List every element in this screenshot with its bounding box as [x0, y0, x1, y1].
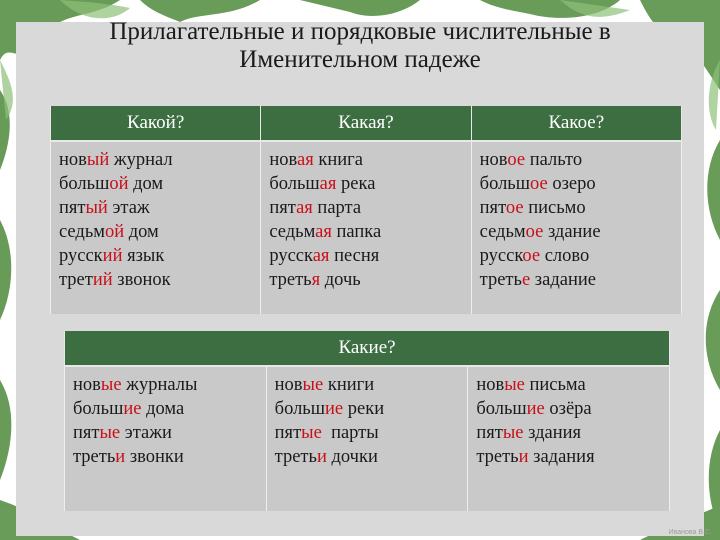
phrase-line [480, 268, 673, 292]
noun-text: озёра [544, 399, 592, 419]
noun-text: дом [124, 222, 159, 242]
noun-text: здание [543, 222, 601, 242]
word-ending: ая [315, 222, 332, 242]
phrase-line [73, 421, 258, 445]
word-stem: больш [274, 399, 325, 419]
word-ending: ая [319, 174, 337, 194]
word-stem: пят [274, 423, 302, 443]
word-stem: больш [269, 174, 320, 194]
word-stem: седьм [269, 222, 316, 242]
word-stem: треть [269, 270, 312, 290]
word-ending: ие [123, 399, 142, 419]
word-ending: ой [104, 222, 125, 242]
phrase-line [476, 421, 661, 445]
word-ending: ые [502, 423, 524, 443]
word-stem: треть [476, 447, 519, 467]
phrase-line [269, 148, 462, 172]
noun-text: задания [528, 447, 595, 467]
header-kakoy: Какой? [51, 106, 261, 141]
phrase-line [480, 220, 673, 244]
word-stem: пят [59, 198, 86, 218]
noun-text: реки [343, 399, 385, 419]
phrase-line [59, 244, 252, 268]
phrase-line [59, 220, 252, 244]
phrase-line [476, 445, 661, 469]
plural-body-row [65, 366, 670, 511]
word-ending: ые [504, 375, 525, 395]
word-stem: треть [73, 447, 116, 467]
noun-text: задание [530, 270, 596, 290]
singular-table [50, 106, 682, 314]
noun-text: этажи [120, 423, 172, 443]
word-ending: ая [296, 150, 314, 170]
author-footer: Иванова В.С. [668, 529, 712, 536]
header-kakoe: Какое? [471, 106, 681, 141]
noun-text: парты [321, 423, 379, 443]
word-stem: пят [73, 423, 100, 443]
phrase-line [275, 421, 460, 445]
noun-text: дочки [326, 447, 378, 467]
noun-text: озеро [547, 174, 596, 194]
word-stem: больш [476, 399, 527, 419]
phrase-line [275, 397, 460, 421]
noun-text: дом [128, 174, 164, 194]
singular-body-row [51, 141, 682, 314]
word-ending: ое [530, 174, 548, 194]
feminine-column [261, 141, 471, 314]
word-stem: больш [59, 174, 110, 194]
noun-text: этаж [107, 198, 150, 218]
header-kakie: Какие? [65, 331, 670, 366]
phrase-line [269, 196, 462, 220]
masculine-column [51, 141, 261, 314]
word-ending: ое [505, 198, 524, 218]
phrase-line [476, 397, 661, 421]
phrase-line [480, 244, 673, 268]
noun-text: слово [540, 246, 590, 266]
word-stem: русск [269, 246, 313, 266]
neuter-column [471, 141, 681, 314]
plural-column-2 [266, 366, 468, 511]
singular-header-row [51, 106, 682, 141]
phrase-line [476, 373, 661, 397]
word-ending: я [311, 270, 321, 290]
plural-column-1 [65, 366, 267, 511]
noun-text: дома [141, 399, 185, 419]
phrase-line [59, 172, 252, 196]
phrase-line [275, 445, 460, 469]
word-ending: ий [102, 246, 123, 266]
phrase-line [269, 172, 462, 196]
word-ending: ое [525, 222, 544, 242]
noun-text: река [336, 174, 376, 194]
word-stem: седьм [479, 222, 526, 242]
phrase-line [480, 148, 673, 172]
word-ending: ые [301, 423, 322, 443]
word-ending: ой [109, 174, 129, 194]
phrase-line [275, 373, 460, 397]
noun-text: звонки [125, 447, 184, 467]
title-line-1: Прилагательные и порядковые числительные в [109, 18, 611, 45]
word-stem: больш [73, 399, 124, 419]
noun-text: парта [312, 198, 362, 218]
word-ending: ое [522, 246, 541, 266]
title-line-2: Именительном падеже [239, 46, 481, 73]
word-ending: ый [86, 150, 110, 170]
word-ending: ые [99, 423, 121, 443]
noun-text: дочь [320, 270, 361, 290]
word-stem: нов [274, 375, 303, 395]
word-ending: е [521, 270, 531, 290]
plural-table [64, 331, 670, 511]
noun-text: журналы [121, 375, 198, 395]
word-stem: треть [274, 447, 317, 467]
word-ending: ые [302, 375, 324, 395]
slide-title [0, 18, 720, 74]
word-stem: нов [476, 375, 505, 395]
noun-text: песня [329, 246, 380, 266]
noun-text: звонок [112, 270, 171, 290]
word-ending: ие [325, 399, 344, 419]
phrase-line [269, 268, 462, 292]
word-stem: нов [479, 150, 508, 170]
phrase-line [480, 172, 673, 196]
word-stem: треть [479, 270, 522, 290]
header-kakaya: Какая? [261, 106, 471, 141]
noun-text: книги [323, 375, 375, 395]
word-stem: трет [59, 270, 93, 290]
noun-text: книга [313, 150, 363, 170]
noun-text: письма [524, 375, 586, 395]
word-stem: пят [269, 198, 297, 218]
word-stem: пят [476, 423, 503, 443]
phrase-line [73, 373, 258, 397]
noun-text: журнал [109, 150, 173, 170]
word-ending: ые [100, 375, 122, 395]
phrase-line [480, 196, 673, 220]
word-stem: больш [479, 174, 530, 194]
phrase-line [73, 445, 258, 469]
plural-column-3 [468, 366, 670, 511]
noun-text: здания [523, 423, 582, 443]
word-ending: и [115, 447, 126, 467]
phrase-line [59, 196, 252, 220]
phrase-line [73, 397, 258, 421]
word-ending: ая [296, 198, 313, 218]
phrase-line [59, 148, 252, 172]
word-ending: ое [507, 150, 526, 170]
phrase-line [59, 268, 252, 292]
word-stem: пят [479, 198, 506, 218]
word-ending: ый [85, 198, 108, 218]
word-stem: нов [59, 150, 87, 170]
word-stem: нов [73, 375, 101, 395]
word-stem: русск [479, 246, 523, 266]
word-stem: нов [269, 150, 297, 170]
phrase-line [269, 220, 462, 244]
word-ending: и [316, 447, 327, 467]
noun-text: письмо [523, 198, 586, 218]
word-stem: седьм [59, 222, 105, 242]
word-ending: ая [312, 246, 330, 266]
word-stem: русск [59, 246, 103, 266]
plural-header-row [65, 331, 670, 366]
phrase-line [269, 244, 462, 268]
word-ending: и [518, 447, 529, 467]
noun-text: пальто [525, 150, 583, 170]
word-ending: ие [526, 399, 545, 419]
noun-text: папка [331, 222, 382, 242]
noun-text: язык [122, 246, 165, 266]
word-ending: ий [92, 270, 113, 290]
